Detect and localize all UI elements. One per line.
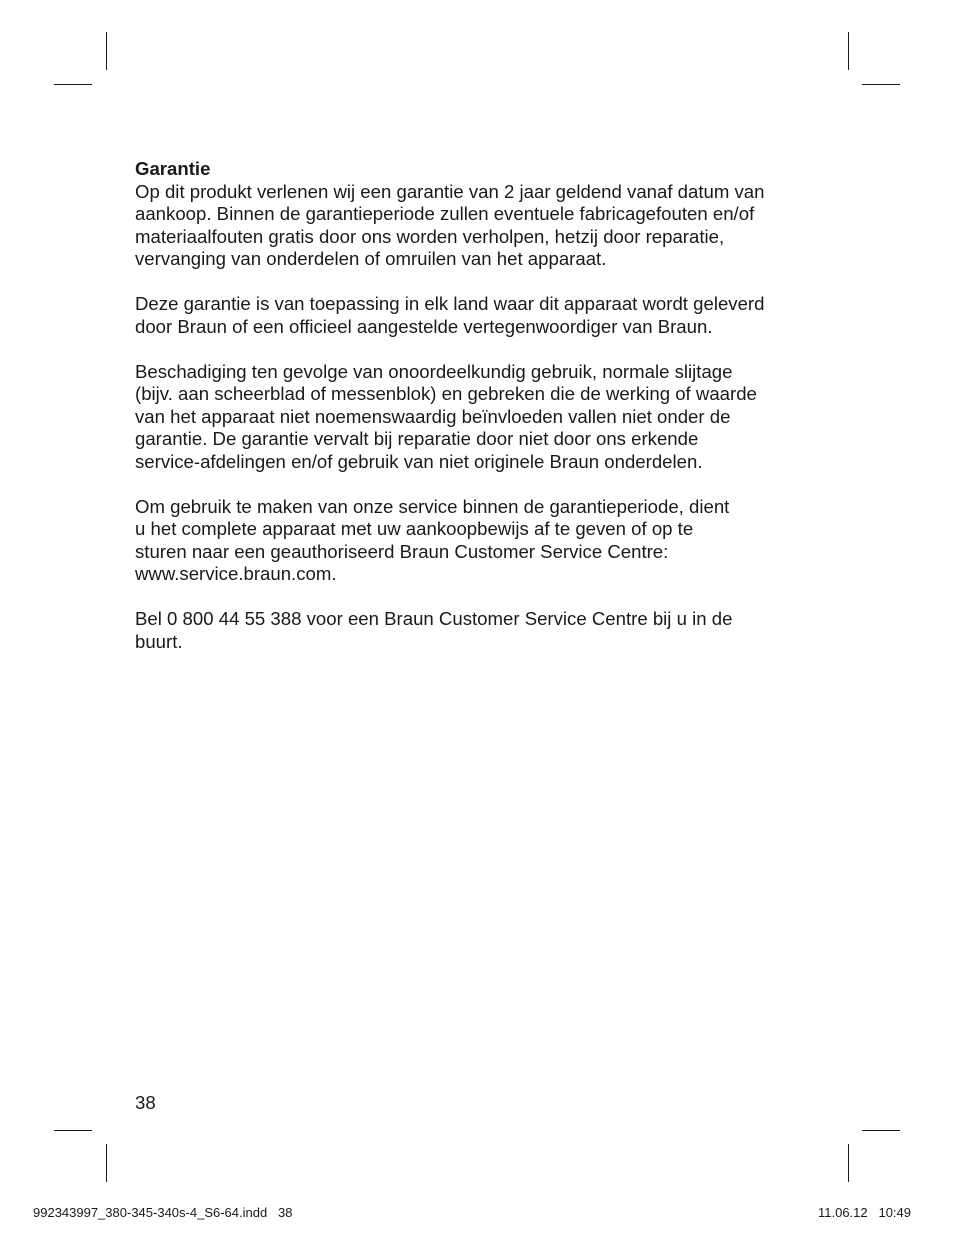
paragraph-warranty-exclusions: Beschadiging ten gevolge van onoordeelkundig gebruik, normale slijtage (bijv. aan scheerblad of messenblok) en gebreken die de werking of waarde van het apparaat niet noemenswaardig beïnvloeden vallen niet onder de garantie. De garantie vervalt bij reparatie door niet door ons erkende service-afdelingen en/of gebruik van niet originele Braun onderdelen. <box>135 360 757 472</box>
print-slug-file: 992343997_380-345-340s-4_S6-64.indd 38 <box>33 1205 293 1220</box>
crop-mark-top-right-horizontal <box>862 84 900 85</box>
page-number: 38 <box>135 1092 156 1113</box>
crop-mark-bottom-left-vertical <box>106 1144 107 1182</box>
crop-mark-bottom-right-horizontal <box>862 1130 900 1131</box>
paragraph-warranty-scope: Deze garantie is van toepassing in elk land waar dit apparaat wordt geleverd door Braun of een officieel aangestelde vertegenwoordiger van Braun. <box>135 293 765 337</box>
paragraph-service-instructions: Om gebruik te maken van onze service binnen de garantieperiode, dient u het complete apparaat met uw aankoopbewijs af te geven of op te sturen naar een geauthoriseerd Braun Customer Service Centre: www.service.braun.com. <box>135 495 730 584</box>
crop-mark-top-right-vertical <box>848 32 849 70</box>
crop-mark-bottom-left-horizontal <box>54 1130 92 1131</box>
crop-mark-bottom-right-vertical <box>848 1144 849 1182</box>
section-heading: Garantie <box>135 158 211 179</box>
warranty-section <box>135 158 825 676</box>
print-slug-datetime: 11.06.12 10:49 <box>817 1205 911 1220</box>
crop-mark-top-left-horizontal <box>54 84 92 85</box>
paragraph-warranty-terms: Op dit produkt verlenen wij een garantie van 2 jaar geldend vanaf datum van aankoop. Binnen de garantieperiode zullen eventuele fabricagefouten en/of materiaalfouten gratis door ons worden verholpen, hetzij door reparatie, vervanging van onderdelen of omruilen van het apparaat. <box>135 180 765 269</box>
crop-mark-top-left-vertical <box>106 32 107 70</box>
paragraph-service-phone: Bel 0 800 44 55 388 voor een Braun Customer Service Centre bij u in de buurt. <box>135 608 733 652</box>
